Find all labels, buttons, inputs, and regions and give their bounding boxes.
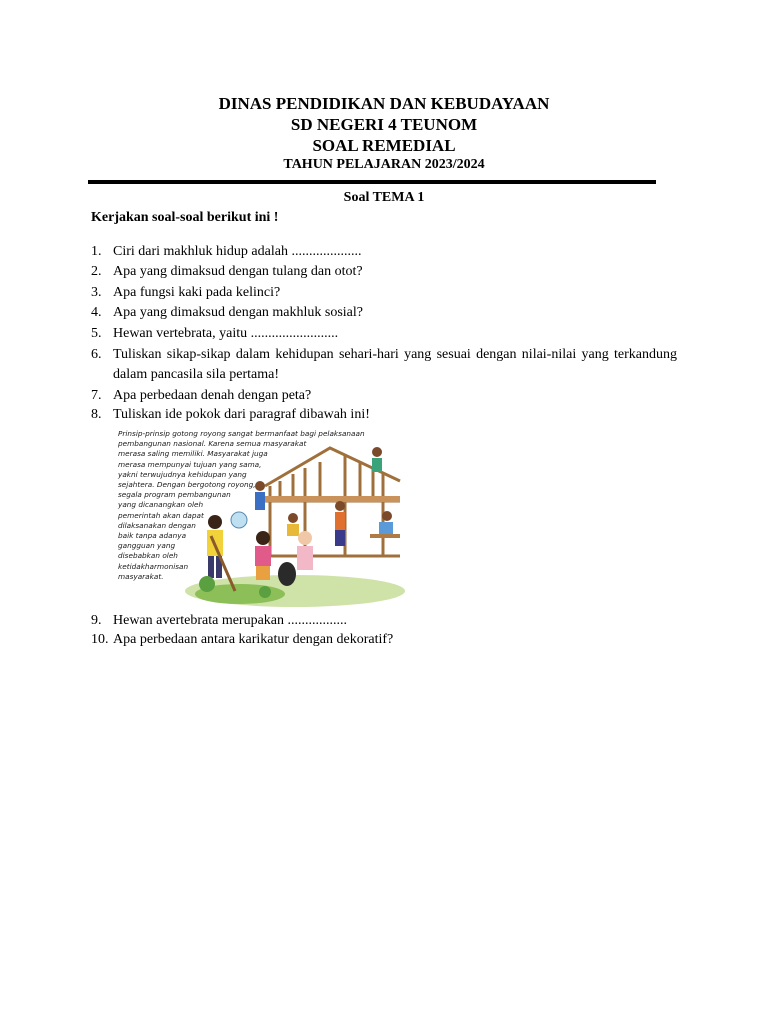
passage-line: merasa mempunyai tujuan yang sama, bbox=[118, 459, 262, 469]
passage-line: baik tanpa adanya bbox=[118, 531, 187, 541]
question-text: Apa yang dimaksud dengan tulang dan otot? bbox=[113, 264, 363, 279]
question-text: Tuliskan sikap-sikap dalam kehidupan sehari-hari yang sesuai dengan nilai-nilai yang terkandung dalam pancasila sila pertama! bbox=[113, 347, 677, 382]
question-text: Hewan avertebrata merupakan ................. bbox=[113, 613, 348, 628]
question-item bbox=[91, 345, 677, 387]
question-number: 8. bbox=[91, 407, 102, 422]
question-text: Apa perbedaan denah dengan peta? bbox=[113, 388, 312, 403]
header-line-school: SD NEGERI 4 TEUNOM bbox=[290, 115, 478, 134]
question-number: 10. bbox=[91, 632, 109, 647]
passage-line: dilaksanakan dengan bbox=[118, 520, 196, 530]
instruction-text: Kerjakan soal-soal berikut ini ! bbox=[91, 210, 279, 225]
question-number: 2. bbox=[91, 264, 102, 279]
passage-line: pemerintah akan dapat bbox=[118, 510, 204, 520]
question-number: 3. bbox=[91, 285, 102, 300]
question-number: 6. bbox=[91, 347, 102, 362]
question-text: Apa yang dimaksud dengan makhluk sosial? bbox=[113, 305, 364, 320]
question-text: Apa fungsi kaki pada kelinci? bbox=[113, 285, 281, 300]
passage-line: ketidakharmonisan bbox=[118, 561, 189, 571]
header-line-agency: DINAS PENDIDIKAN DAN KEBUDAYAAN bbox=[218, 94, 550, 113]
passage-line: Prinsip-prinsip gotong royong sangat bermanfaat bagi pelaksanaan bbox=[118, 429, 365, 438]
reading-passage bbox=[118, 429, 365, 582]
passage-line: gangguan yang bbox=[118, 541, 176, 551]
header-divider bbox=[88, 180, 656, 184]
question-number: 1. bbox=[91, 244, 102, 259]
header-line-year: TAHUN PELAJARAN 2023/2024 bbox=[283, 157, 485, 172]
bush bbox=[259, 586, 271, 598]
passage-line: pembangunan nasional. Karena semua masyarakat bbox=[118, 439, 307, 449]
section-title: Soal TEMA 1 bbox=[343, 190, 425, 205]
passage-line: masyarakat. bbox=[118, 571, 164, 581]
question-number: 9. bbox=[91, 613, 102, 628]
question-number: 4. bbox=[91, 305, 102, 320]
question-text: Ciri dari makhluk hidup adalah .................... bbox=[113, 244, 362, 259]
passage-line: sejahtera. Dengan bergotong royong, bbox=[118, 480, 256, 490]
question-text: Tuliskan ide pokok dari paragraf dibawah ini! bbox=[113, 407, 370, 422]
question-number: 5. bbox=[91, 326, 102, 341]
passage-line: yang dicanangkan oleh bbox=[118, 500, 204, 510]
question-number: 7. bbox=[91, 388, 102, 403]
header-line-exam: SOAL REMEDIAL bbox=[312, 136, 456, 155]
passage-line: merasa saling memiliki. Masyarakat juga bbox=[118, 449, 268, 459]
passage-line: yakni terwujudnya kehidupan yang bbox=[118, 469, 247, 479]
passage-line: segala program pembangunan bbox=[118, 490, 231, 500]
question-text: Apa perbedaan antara karikatur dengan dekoratif? bbox=[113, 632, 394, 647]
question-text: Hewan vertebrata, yaitu ......................... bbox=[113, 326, 339, 341]
passage-line: disebabkan oleh bbox=[118, 551, 178, 561]
